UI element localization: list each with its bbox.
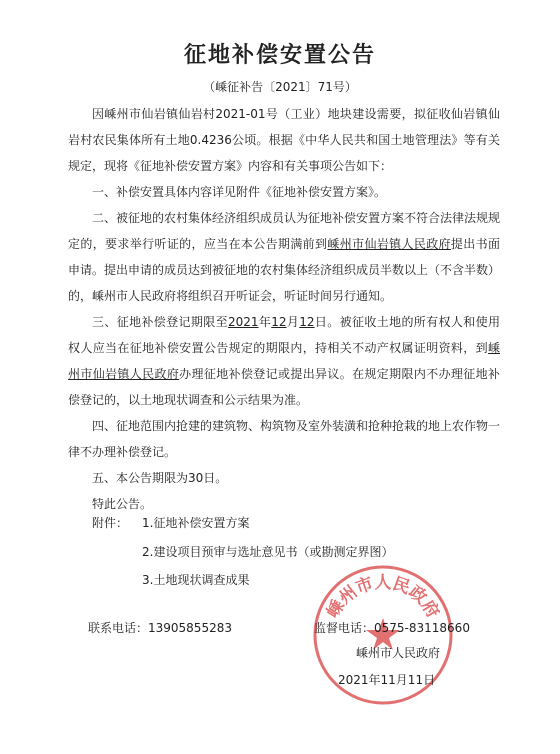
item-4-paragraph: 四、征地范围内抢建的建筑物、构筑物及室外装潢和抢种抢栽的地上农作物一律不办理补偿登记。	[68, 419, 501, 459]
item-3-month: 12	[271, 315, 287, 329]
item-5-paragraph: 五、本公告期限为30日。	[92, 471, 228, 485]
document-title: 征地补偿安置公告	[183, 43, 376, 68]
item-3-month-unit: 月	[286, 315, 300, 329]
item-3-text-c: 办理征地补偿登记或提出异议。在规定期限内不办理征地补偿登记的，以土地现状调查和公示结果为准。	[68, 367, 500, 407]
contact-phone: 联系电话：13905855283	[88, 621, 232, 635]
item-2-text-b: 提出书面申请。提出申请的成员达到被征地的农村集体经济组织成员半数以上（不含半数）的，嵊州市人民政府将组织召开听证会，听证时间另行通知。	[68, 237, 501, 303]
supervision-phone: 监督电话：0575-83118660	[314, 621, 470, 635]
item-3-text-b: 。被征收土地的所有权人和使用权人应当在征地补偿安置公告规定的期限内，持相关不动产权属证明资料，到	[68, 315, 500, 355]
item-3-day-unit: 日	[314, 315, 328, 329]
item-2-text-a: 二、被征地的农村集体经济组织成员认为征地补偿安置方案不符合法律法规规定的，要求举行听证的，应当在本公告期满前到	[68, 211, 501, 251]
item-3-agency: 嵊州市仙岩镇人民政府	[68, 341, 500, 381]
attachment-item: 3.土地现状调查成果	[142, 573, 250, 587]
attachment-item: 1.征地补偿安置方案	[142, 516, 250, 530]
item-3-year: 2021	[227, 315, 259, 329]
item-1-paragraph: 一、补偿安置具体内容详见附件《征地补偿安置方案》。	[92, 185, 387, 199]
closing-text: 特此公告。	[92, 497, 153, 511]
attachment-item: 2.建设项目预审与选址意见书（或勘测定界图）	[142, 545, 394, 559]
item-2-paragraph	[68, 205, 500, 309]
item-3-year-unit: 年	[258, 315, 272, 329]
item-2-agency: 嵊州市仙岩镇人民政府	[327, 237, 451, 251]
item-3-day: 12	[299, 315, 315, 329]
attachments-label: 附件：	[92, 516, 129, 530]
item-3-paragraph	[68, 309, 500, 413]
document-number: （嵊征补告〔2021〕71号）	[203, 80, 357, 94]
seal-text: 嵊州市人民政府	[323, 573, 443, 622]
issue-date: 2021年11月11日	[338, 673, 436, 687]
item-3-text-a: 三、征地补偿登记期限至	[92, 315, 228, 329]
signing-authority: 嵊州市人民政府	[356, 646, 441, 660]
notice-body	[68, 101, 500, 517]
intro-paragraph: 因嵊州市仙岩镇仙岩村2021-01号（工业）地块建设需要，拟征收仙岩镇仙岩村农民集体所有土地0.4236公顷。根据《中华人民共和国土地管理法》等有关规定，现将《征地补偿安置方案》内容和有关事项公告如下：	[68, 107, 500, 173]
